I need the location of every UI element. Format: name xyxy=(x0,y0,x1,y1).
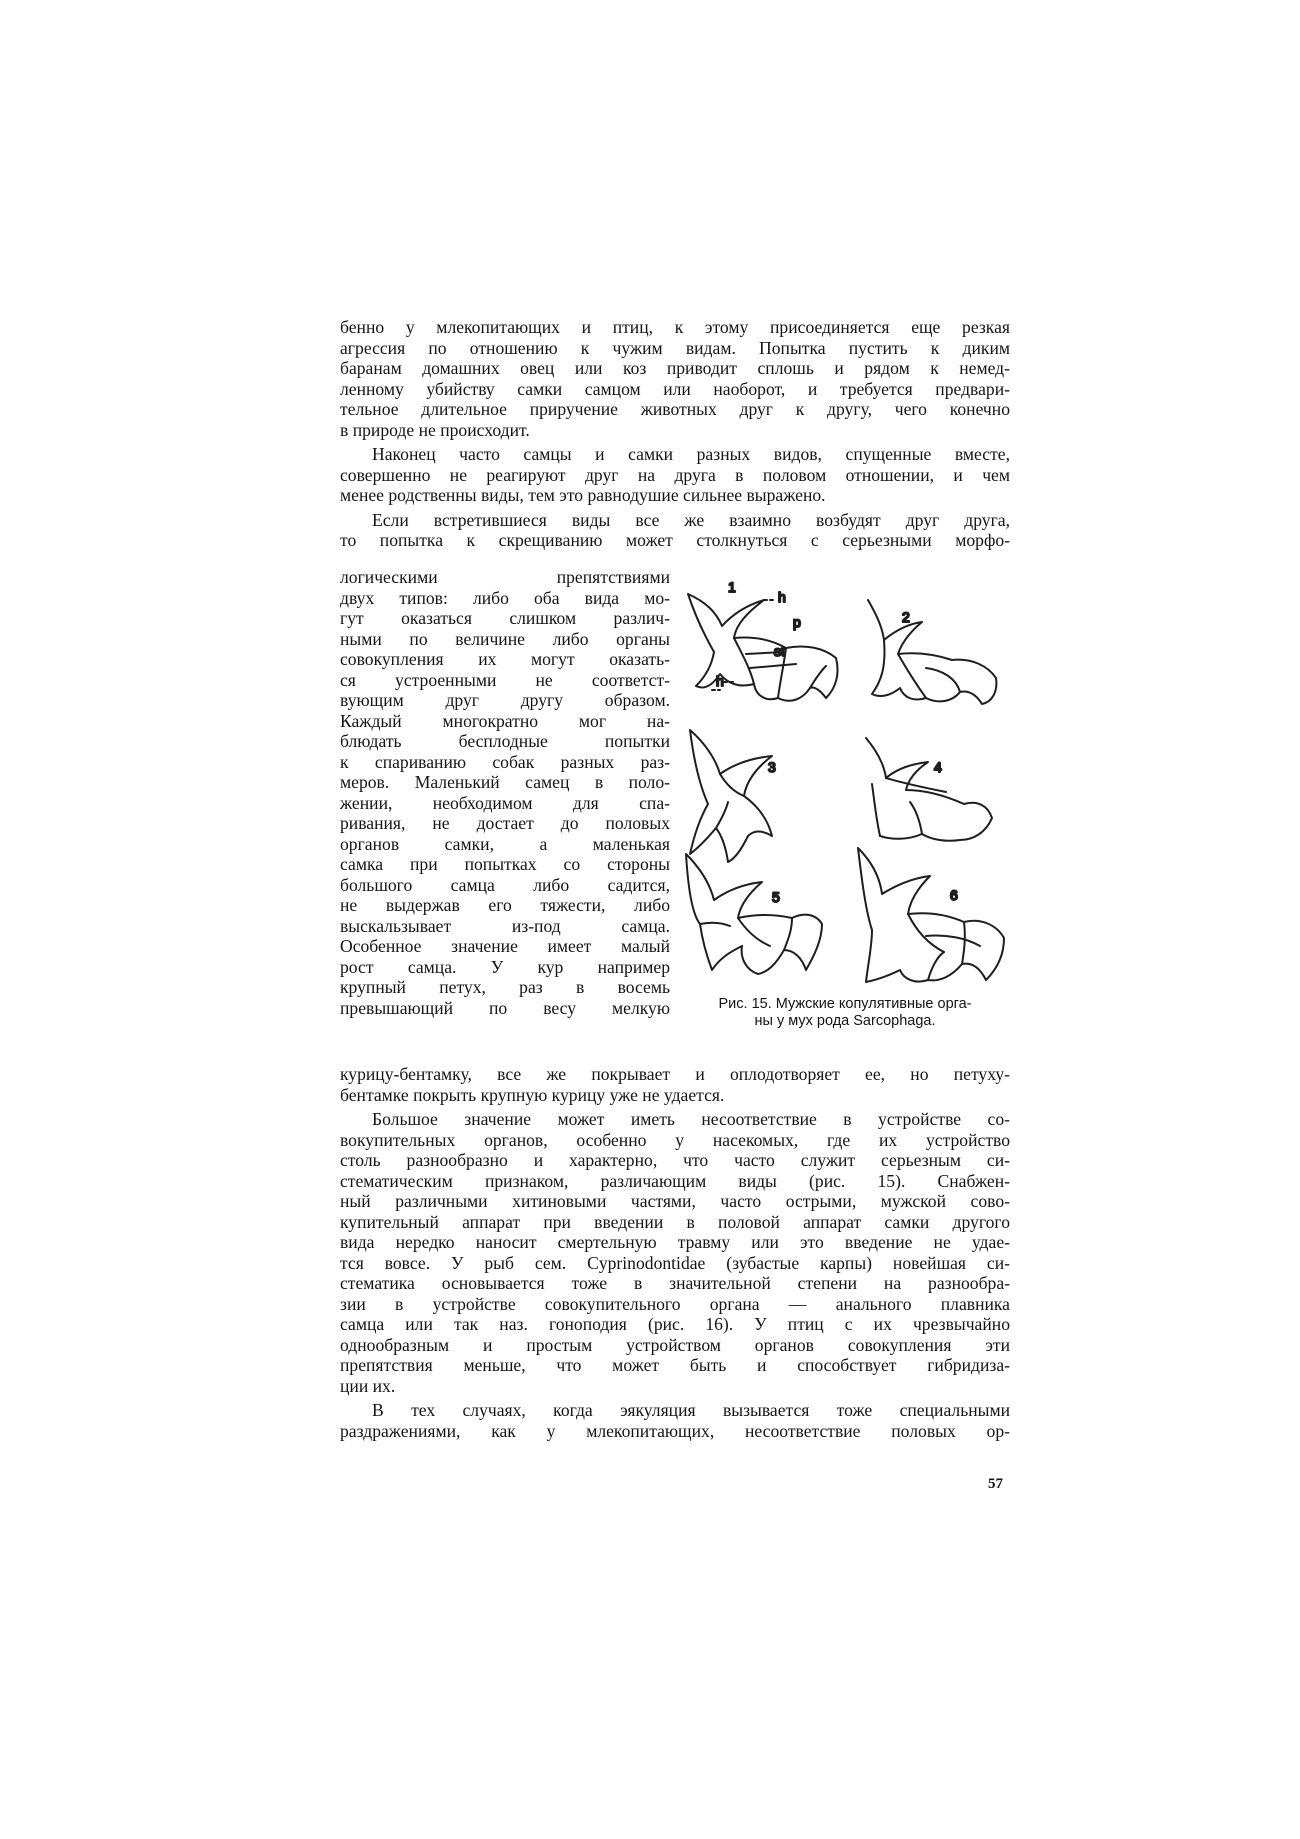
panel-label: 1 xyxy=(728,579,736,595)
text-line: самца или так наз. гоноподия (рис. 16). У птиц с их чрезвычайно xyxy=(340,1314,1010,1334)
text-line: жении, необходимом для спа- xyxy=(340,792,670,813)
text-line: то попытка к скрещиванию может столкнуться с серьезными морфо- xyxy=(340,530,1010,550)
text-line: стематическим признаком, различающим виды (рис. 15). Снабжен- xyxy=(340,1170,1010,1191)
text-line: блюдать бесплодные попытки xyxy=(340,731,670,751)
text-line: агрессия по отношению к чужим видам. Попытка пустить к диким xyxy=(340,337,1010,358)
text-line: Особенное значение имеет малый xyxy=(340,936,670,956)
panel-label: 4 xyxy=(934,759,942,775)
page-number: 57 xyxy=(988,1476,1003,1492)
text-line: совершенно не реагируют друг на друга в половом отношении, и чем xyxy=(340,464,1010,485)
part-label: h xyxy=(778,589,786,605)
text-line: органов самки, а маленькая xyxy=(340,833,670,854)
drawing-panel-6 xyxy=(858,848,1004,982)
panel-label: 5 xyxy=(772,889,780,905)
text-line: В тех случаях, когда эякуляция вызывается тоже специальными xyxy=(372,1400,1010,1420)
text-line: ции их. xyxy=(340,1375,396,1396)
drawing-panel-5 xyxy=(686,854,822,974)
left-column-text xyxy=(340,567,670,1018)
text-line: тся вовсе. У рыб сем. Cyprinodontidae (зубастые карпы) новейшая си- xyxy=(340,1252,1010,1273)
text-line: купительный аппарат при введении в половой аппарат самки другого xyxy=(340,1211,1010,1232)
drawing-panel-4 xyxy=(866,738,992,841)
part-label: h xyxy=(716,673,724,689)
figure-caption xyxy=(674,996,1016,1030)
text-line: не выдержав его тяжести, либо xyxy=(340,895,670,915)
drawing-panel-3 xyxy=(690,730,772,862)
part-label: p xyxy=(793,614,801,630)
text-line: столь разнообразно и характерно, что часто служит серьезным си- xyxy=(340,1150,1010,1170)
text-line: гут оказаться слишком различ- xyxy=(340,608,670,628)
text-line: зии в устройстве совокупительного органа — анального плавника xyxy=(340,1293,1010,1314)
text-line: большого самца либо садится, xyxy=(340,874,670,895)
text-line: вокупительных органов, особенно у насекомых, где их устройство xyxy=(340,1129,1010,1150)
text-line: в природе не происходит. xyxy=(340,419,530,440)
panel-label: 3 xyxy=(768,759,776,775)
text-line: менее родственны виды, тем это равнодушие сильнее выражено. xyxy=(340,485,826,505)
text-line: стематика основывается тоже в значительной степени на разнообра- xyxy=(340,1273,1010,1293)
text-line: курицу-бентамку, все же покрывает и оплодотворяет ее, но петуху- xyxy=(340,1064,1010,1084)
text-line: Наконец часто самцы и самки разных видов, спущенные вместе, xyxy=(372,444,1010,464)
panel-label: 2 xyxy=(902,609,910,625)
text-line: ривания, не достает до половых xyxy=(340,813,670,833)
part-label: st xyxy=(774,643,785,659)
text-line: бенно у млекопитающих и птиц, к этому присоединяется еще резкая xyxy=(340,317,1010,337)
text-line: совокупления их могут оказать- xyxy=(340,649,670,669)
text-line: выскальзывает из-под самца. xyxy=(340,915,670,936)
figure-15 xyxy=(676,578,1012,1008)
text-line: Большое значение может иметь несоответствие в устройстве со- xyxy=(372,1109,1010,1129)
text-line: логическими препятствиями xyxy=(340,567,670,587)
text-line: вида нередко наносит смертельную травму или это введение не удае- xyxy=(340,1232,1010,1252)
text-line: превышающий по весу мелкую xyxy=(340,997,670,1018)
text-line: бентамке покрыть крупную курицу уже не удается. xyxy=(340,1084,725,1105)
drawing-panel-1 xyxy=(688,594,838,701)
text-line: баранам домашних овец или коз приводит сплошь и рядом к немед- xyxy=(340,358,1010,378)
bottom-text xyxy=(340,1064,1010,1441)
text-line: препятствия меньше, что может быть и способствует гибридиза- xyxy=(340,1355,1010,1375)
drawing-panel-2 xyxy=(868,600,996,704)
text-line: ся устроенными не соответст- xyxy=(340,669,670,690)
text-line: раздражениями, как у млекопитающих, несоответствие половых ор- xyxy=(340,1420,1010,1441)
figure-drawings xyxy=(676,578,1012,1008)
text-line: вующим друг другу образом. xyxy=(340,690,670,710)
text-line: самка при попытках со стороны xyxy=(340,854,670,874)
panel-label: 6 xyxy=(950,887,958,903)
text-line: двух типов: либо оба вида мо- xyxy=(340,587,670,608)
text-line: Каждый многократно мог на- xyxy=(340,710,670,731)
text-line: ный различными хитиновыми частями, часто острыми, мужской сово- xyxy=(340,1191,1010,1211)
text-line: однообразным и простым устройством органов совокупления эти xyxy=(340,1334,1010,1355)
text-line: Если встретившиеся виды все же взаимно возбудят друг друга, xyxy=(372,509,1010,530)
top-text xyxy=(340,317,1010,551)
text-line: ными по величине либо органы xyxy=(340,628,670,649)
text-line: ленному убийству самки самцом или наоборот, и требуется предвари- xyxy=(340,378,1010,399)
text-line: к спариванию собак разных раз- xyxy=(340,751,670,772)
caption-line: Рис. 15. Мужские копулятивные орга- xyxy=(718,996,972,1012)
text-line: меров. Маленький самец в поло- xyxy=(340,772,670,792)
text-line: крупный петух, раз в восемь xyxy=(340,977,670,997)
text-line: рост самца. У кур например xyxy=(340,956,670,977)
caption-line: ны у мух рода Sarcophaga. xyxy=(754,1013,936,1029)
text-line: тельное длительное приручение животных друг к другу, чего конечно xyxy=(340,399,1010,419)
